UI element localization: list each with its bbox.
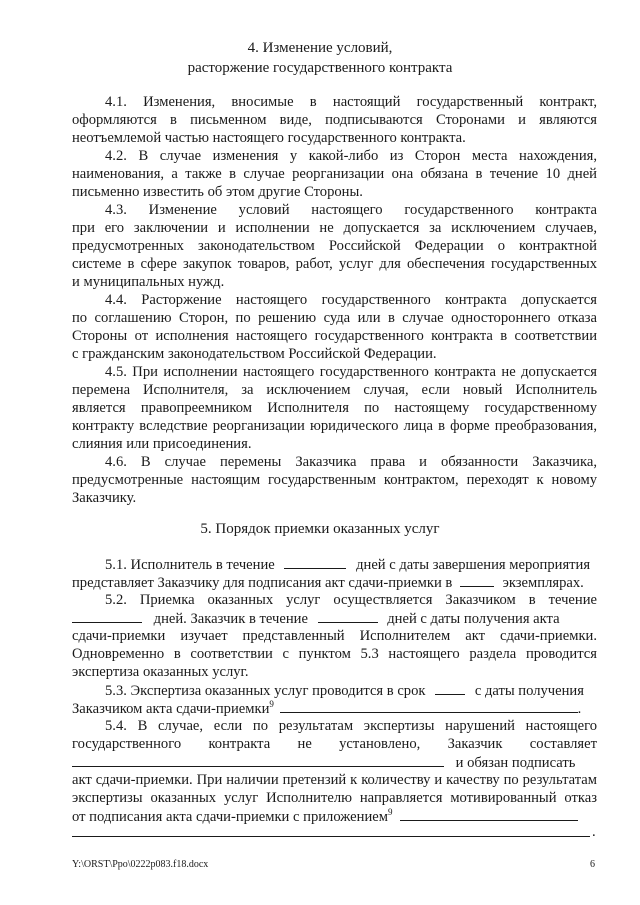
clause-4-4-line-1: 4.4. Расторжение настоящего государственного контракта допускается — [105, 292, 597, 308]
clause-4-3-line-3: предусмотренных законодательством Российской Федерации о контрактной — [72, 238, 597, 254]
clause-5-2-line-4: Одновременно в соответствии с пунктом 5.3 настоящего раздела проводится — [72, 646, 597, 662]
clause-5-1-text-b: дней с даты завершения мероприятия — [356, 557, 591, 573]
clause-5-4-period: . — [592, 824, 596, 840]
clause-5-3-text-b: с даты получения — [474, 683, 584, 699]
clause-5-4-line-3 — [72, 753, 597, 771]
clause-5-1-text-c: представляет Заказчику для подписания акт сдачи-приемки в — [72, 575, 453, 591]
clause-4-1-line-2: оформляются в письменном виде, подписываются Сторонами и являются — [72, 112, 597, 128]
clause-4-1-line-1: 4.1. Изменения, вносимые в настоящий государственный контракт, — [105, 94, 597, 110]
clause-5-1-line-2 — [72, 573, 597, 591]
clause-4-5-line-5: слияния или присоединения. — [72, 436, 252, 452]
section-4-title-line2: расторжение государственного контракта — [187, 60, 453, 76]
section-4-title-line1: 4. Изменение условий, — [247, 40, 393, 56]
attachment-blank-field[interactable] — [400, 807, 578, 821]
clause-5-3-period: . — [577, 701, 582, 717]
clause-5-2-text-a: дней. Заказчик в течение — [153, 611, 308, 627]
clause-4-5-line-2: перемена Исполнителя, за исключением случая, если новый Исполнитель — [72, 382, 597, 398]
attachment-continuation-blank-field[interactable] — [72, 836, 590, 837]
clause-5-1-text-a: 5.1. Исполнитель в течение — [105, 557, 275, 573]
clause-4-6-line-2: предусмотренные настоящим государственным контрактом, переходят к новому — [72, 472, 597, 488]
clause-4-5-line-4: контракту вследствие реорганизации юридического лица в форме преобразования, — [72, 418, 597, 434]
clause-5-2-line-2 — [72, 609, 597, 627]
clause-5-4-line-5: экспертизы оказанных услуг Исполнителю направляется мотивированный отказ — [72, 790, 597, 806]
clause-4-3-line-2: при его заключении и исполнении не допускается за исключением случаев, — [72, 220, 597, 236]
clause-5-4-text-a: и обязан подписать — [455, 755, 576, 771]
clause-4-1-line-3: неотъемлемой частью настоящего государственного контракта. — [72, 130, 466, 146]
clause-5-1-line-1 — [105, 555, 597, 573]
clause-4-5-line-3: является правопреемником Исполнителя по настоящему государственному — [72, 400, 597, 416]
clause-5-4-line-2: государственного контракта не установлено, Заказчик составляет — [72, 736, 597, 752]
clause-4-2-line-3: письменно известить об этом другие Стороны. — [72, 184, 363, 200]
footnote-ref-9: 9 — [269, 699, 274, 709]
footer-file-path: Y:\ORST\Ppo\0222p083.f18.docx — [72, 859, 209, 870]
clause-4-2-line-1: 4.2. В случае изменения у какой-либо из Сторон места нахождения, — [105, 148, 597, 164]
clause-4-6-line-1: 4.6. В случае перемены Заказчика права и обязанности Заказчика, — [105, 454, 597, 470]
section-5-title: 5. Порядок приемки оказанных услуг — [200, 521, 440, 537]
expertise-term-blank-field[interactable] — [435, 681, 465, 695]
clause-4-3-line-1: 4.3. Изменение условий настоящего государственного контракта — [105, 202, 597, 218]
clause-5-1-text-d: экземплярах. — [502, 575, 584, 591]
clause-4-3-line-4: системе в сфере закупок товаров, работ, услуг для обеспечения государственных — [72, 256, 597, 272]
clause-5-2-line-5: экспертиза оказанных услуг. — [72, 664, 249, 680]
review-days-blank-field[interactable] — [318, 609, 378, 623]
days-blank-field[interactable] — [284, 555, 346, 569]
clause-5-3-text-c: Заказчиком акта сдачи-приемки — [72, 701, 270, 717]
clause-5-4-line-1: 5.4. В случае, если по результатам экспертизы нарушений настоящего — [105, 718, 597, 734]
clause-4-5-line-1: 4.5. При исполнении настоящего государственного контракта не допускается — [105, 364, 597, 380]
clause-4-3-line-5: и муниципальных нужд. — [72, 274, 225, 290]
acceptance-days-blank-field[interactable] — [72, 609, 142, 623]
clause-5-2-text-b: дней с даты получения акта — [387, 611, 560, 627]
clause-4-4-line-3: Стороны от исполнения настоящего государственного контракта в соответствии — [72, 328, 597, 344]
document-name-blank-field[interactable] — [72, 753, 444, 767]
clause-4-2-line-2: наименования, а также в случае реорганизации она обязана в течение 10 дней — [72, 166, 597, 182]
footer-page-number: 6 — [590, 859, 595, 870]
clause-4-6-line-3: Заказчику. — [72, 490, 137, 506]
clause-5-4-text-b: от подписания акта сдачи-приемки с приложением — [72, 809, 388, 825]
clause-4-4-line-4: с гражданским законодательством Российской Федерации. — [72, 346, 437, 362]
clause-5-3-line-2 — [72, 699, 597, 717]
clause-5-2-line-1: 5.2. Приемка оказанных услуг осуществляется Заказчиком в течение — [105, 592, 597, 608]
copies-blank-field[interactable] — [460, 573, 494, 587]
clause-5-4-line-4: акт сдачи-приемки. При наличии претензий к количеству и качеству по результатам — [72, 772, 597, 788]
footnote-ref-9-second: 9 — [387, 807, 393, 817]
expertise-details-blank-field[interactable] — [280, 699, 578, 713]
clause-5-3-text-a: 5.3. Экспертиза оказанных услуг проводится в срок — [105, 683, 426, 699]
clause-5-4-line-6 — [72, 807, 597, 825]
clause-5-2-line-3: сдачи-приемки изучает представленный Исполнителем акт сдачи-приемки. — [72, 628, 597, 644]
clause-5-3-line-1 — [105, 681, 597, 699]
clause-4-4-line-2: по соглашению Сторон, по решению суда или в случае одностороннего отказа — [72, 310, 597, 326]
